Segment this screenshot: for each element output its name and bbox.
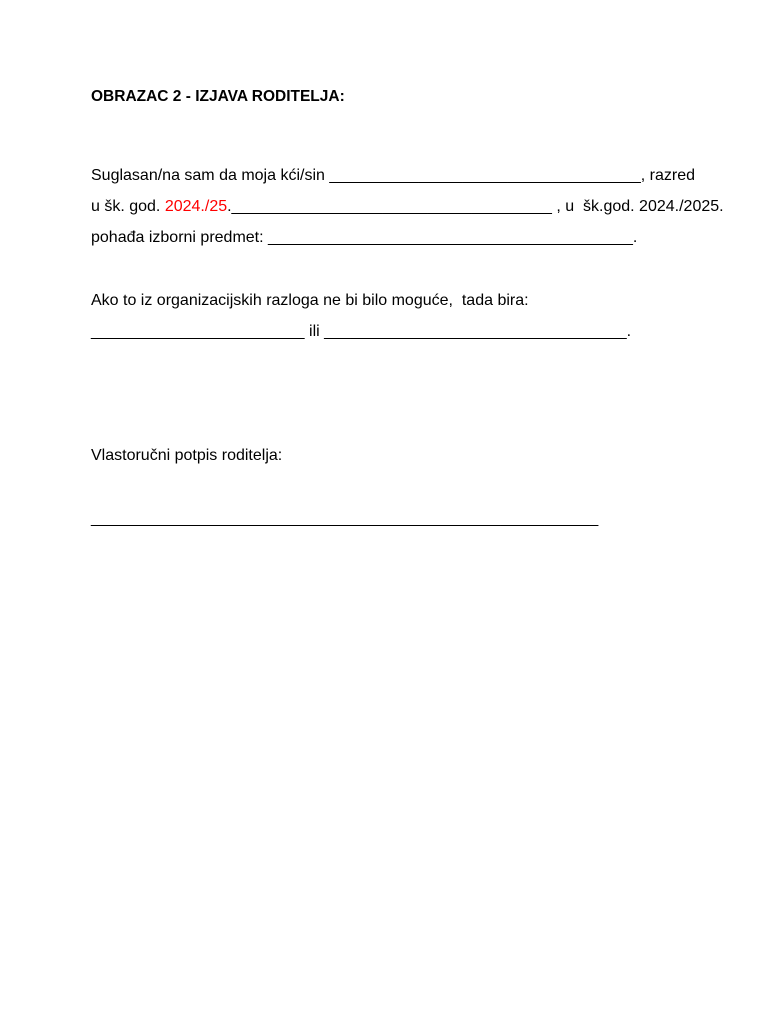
school-year-prefix: u šk. god. [91,198,165,215]
consent-line-child-grade: Suglasan/na sam da moja kći/sin ___________________________________, razred [91,167,696,184]
signature-line: _________________________________________________________ [91,510,599,527]
form-title: OBRAZAC 2 - IZJAVA RODITELJA: [91,88,345,105]
alternative-choice-intro: Ako to iz organizacijskih razloga ne bi bilo moguće, tada bira: [91,292,529,309]
alternative-choice-blanks: ________________________ ili __________________________________. [91,323,632,340]
school-year-suffix: .____________________________________ , u šk.god. 2024./2025. [227,198,724,215]
school-year-highlight: 2024./25 [164,198,228,215]
signature-label: Vlastoručni potpis roditelja: [91,447,283,464]
consent-line-elective-subject: pohađa izborni predmet: _________________________________________. [91,229,638,246]
consent-line-school-year [91,197,724,217]
